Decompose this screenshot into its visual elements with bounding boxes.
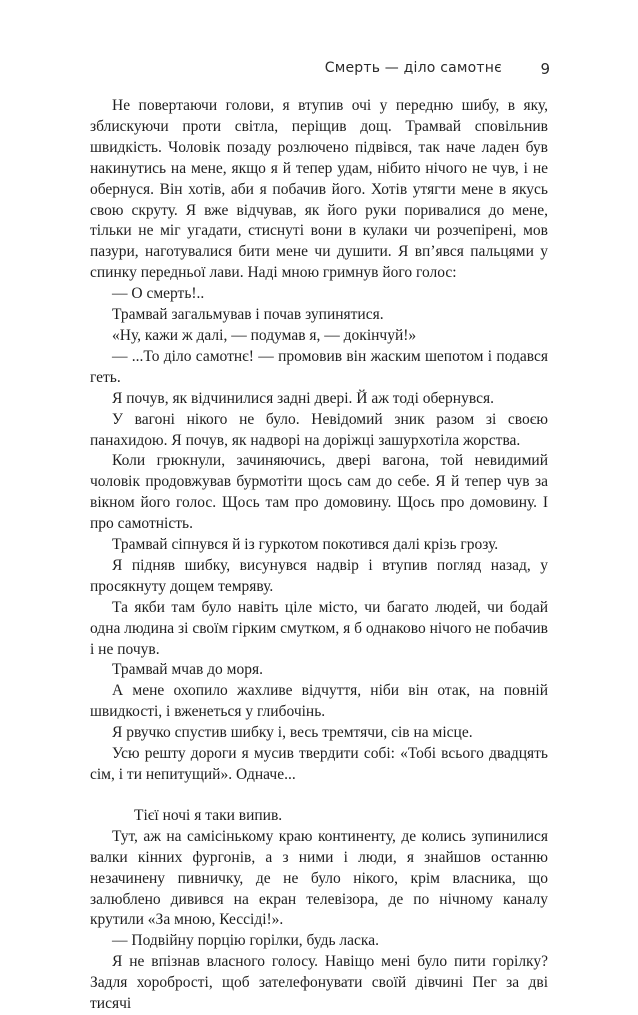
paragraph: «Ну, кажи ж далі, — подумав я, — докінчуй!»	[112, 326, 417, 344]
paragraph: Трамвай мчав до моря.	[112, 661, 263, 679]
paragraph: Коли грюкнули, зачиняючись, двері вагона, той невидимий чоловік продовжував бурмотіти щось сам до себе. Я й тепер чув за вікном його голос. Щось там про домовину. Щось про домовину. І про самотність.	[90, 452, 548, 533]
paragraph: Усю решту дороги я мусив твердити собі: «Тобі всього двадцять сім, і ти непитущий». Одначе...	[90, 745, 548, 783]
paragraph: Я підняв шибку, висунувся надвір і втупив погляд назад, у просякнуту дощем темряву.	[90, 556, 548, 595]
paragraph: Не повертаючи голови, я втупив очі у передню шибу, в яку, зблискуючи проти світла, періщив дощ. Трамвай сповільнив швидкість. Чоловік позаду розлючено підвівся, так наче ладен був накинутись на мене, якщо я й тепер удам, нібито нічого не чув, і не обернуся. Він хотів, аби я побачив його. Хотів утягти мене в якусь свою скруту. Я вже відчував, як його руки поривалися до мене, тільки не міг угадати, стиснуті вони в кулаки чи розчепірені, мов пазури, наготувалися бити мене чи душити. Я вп’явся пальцями у спинку передньої лави. Наді мною гримнув його голос:	[90, 97, 548, 282]
paragraph: — ...То діло самотнє! — промовив він жаским шепотом і подався геть.	[90, 347, 548, 386]
paragraph: Трамвай загальмував і почав зупинятися.	[112, 306, 384, 324]
paragraph: Та якби там було навіть ціле місто, чи багато людей, чи бодай одна людина зі своїм гірким смутком, я б однаково нічого не побачив і не почув.	[90, 598, 548, 658]
paragraph: Я почув, як відчинилися задні двері. Й аж тоді обернувся.	[112, 389, 494, 407]
paragraph: — О смерть!..	[112, 285, 205, 303]
running-head	[90, 60, 550, 86]
page-number: 9	[540, 60, 550, 78]
paragraph: Я не впізнав власного голосу. Навіщо мені було пити горілку? Задля хоробрості, щоб зателефонувати своїй дівчині Пег за дві тисячі	[90, 953, 548, 1013]
paragraph: А мене охопило жахливе відчуття, ніби він отак, на повній швидкості, і вженеться у глибочінь.	[90, 682, 548, 721]
paragraph: Тут, аж на самісінькому краю континенту, де колись зупинилися валки кінних фургонів, а з ними і люди, я знайшов останню незачинену пивничку, де не було нікого, крім власника, що залюблено дивився на екран телевізора, де по нічному каналу крутили «За мною, Кессіді!».	[90, 827, 548, 929]
running-title: Смерть — діло самотнє	[324, 60, 502, 76]
section-start-paragraph: Тієї ночі я таки випив.	[134, 806, 283, 824]
paragraph: — Подвійну порцію горілки, будь ласка.	[112, 932, 379, 950]
paragraph: У вагоні нікого не було. Невідомий зник разом зі своєю панахидою. Я почув, як надворі на доріжці зашурхотіла жорства.	[90, 410, 548, 449]
body-text	[90, 96, 548, 1015]
paragraph: Трамвай сіпнувся й із гуркотом покотився далі крізь грозу.	[112, 536, 499, 554]
paragraph: Я рвучко спустив шибку і, весь тремтячи, сів на місце.	[112, 724, 473, 742]
